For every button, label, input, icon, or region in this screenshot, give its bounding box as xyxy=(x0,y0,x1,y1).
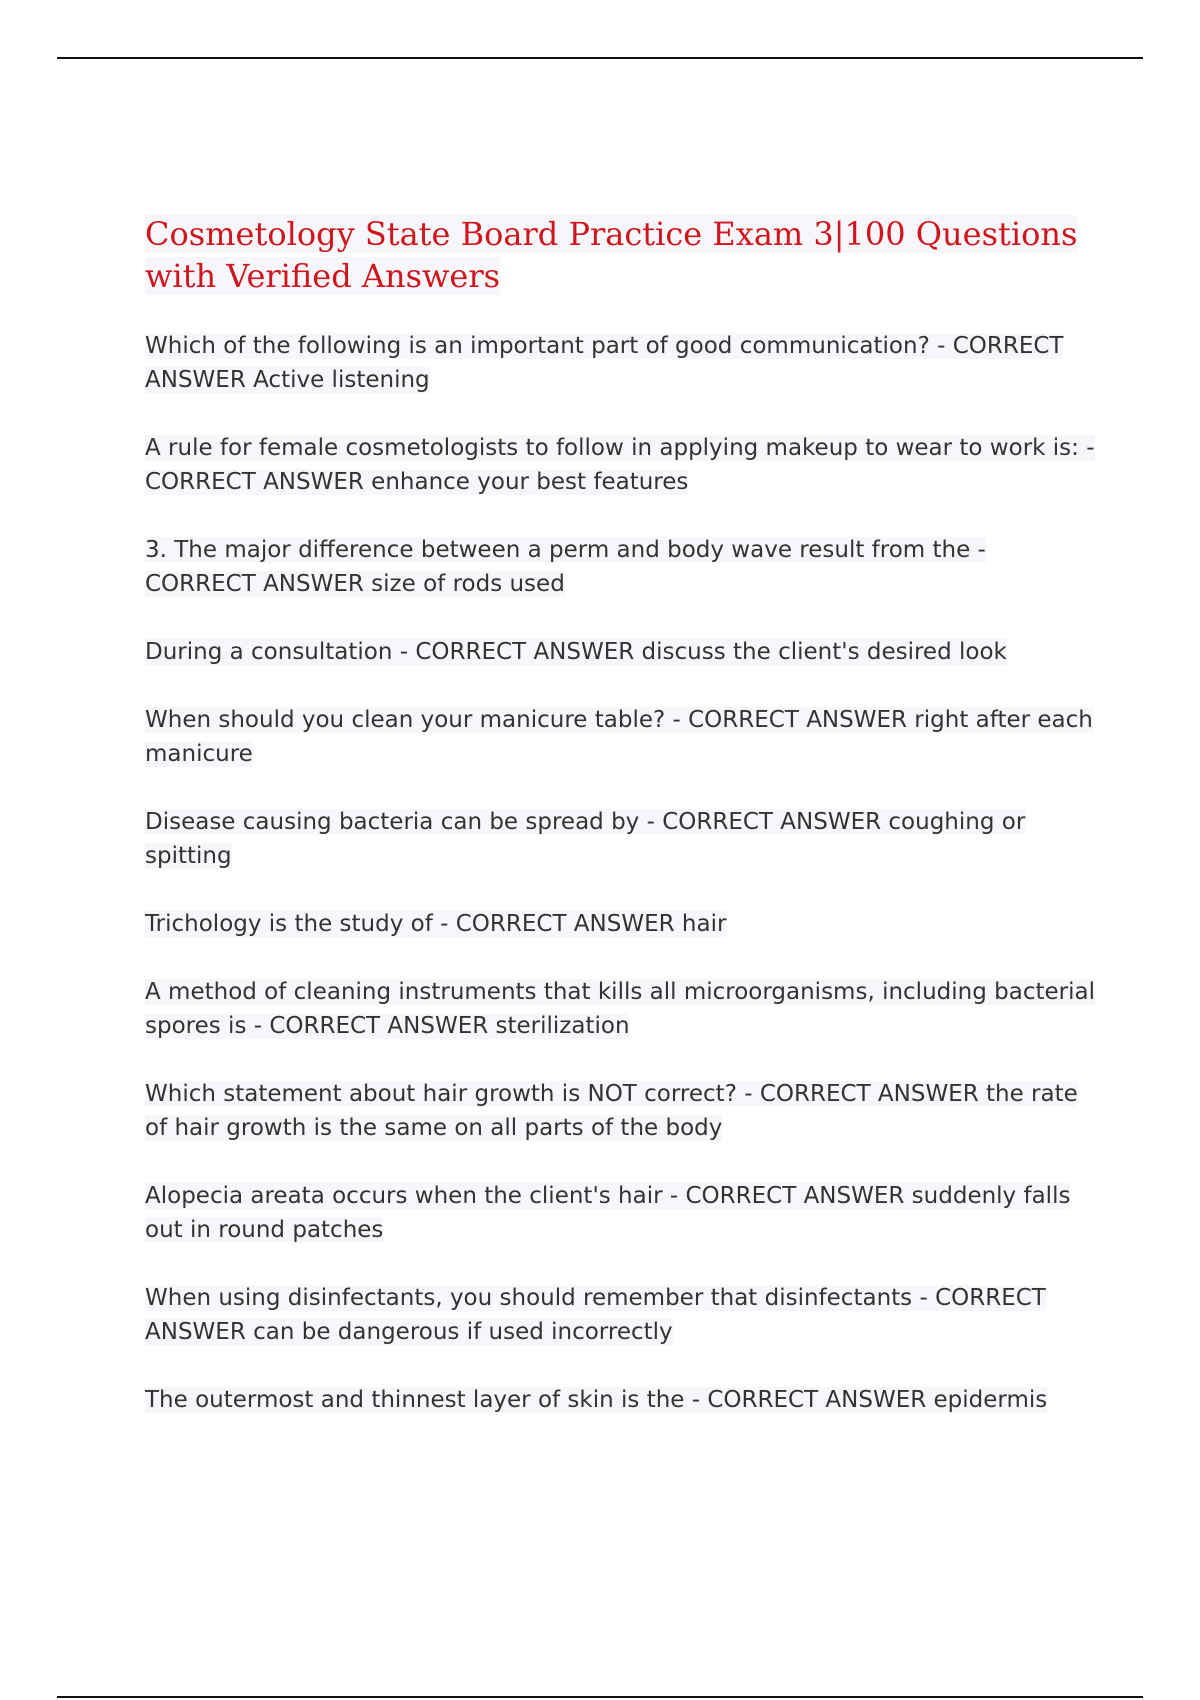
qa-item: The outermost and thinnest layer of skin is the - CORRECT ANSWER epidermis xyxy=(145,1387,1048,1413)
qa-item: When should you clean your manicure table? - CORRECT ANSWER right after each manicure xyxy=(145,707,1093,767)
bottom-rule xyxy=(57,1696,1143,1698)
qa-item: A method of cleaning instruments that kills all microorganisms, including bacterial spores is - CORRECT ANSWER sterilization xyxy=(145,979,1095,1039)
document-title xyxy=(145,213,1095,297)
qa-item: Which statement about hair growth is NOT correct? - CORRECT ANSWER the rate of hair growth is the same on all parts of the body xyxy=(145,1081,1078,1141)
top-rule xyxy=(57,57,1143,59)
qa-item: When using disinfectants, you should remember that disinfectants - CORRECT ANSWER can be dangerous if used incorrectly xyxy=(145,1285,1046,1345)
qa-item: Disease causing bacteria can be spread by - CORRECT ANSWER coughing or spitting xyxy=(145,809,1026,869)
qa-item: Trichology is the study of - CORRECT ANSWER hair xyxy=(145,911,727,937)
document-body xyxy=(145,213,1095,1451)
qa-item: During a consultation - CORRECT ANSWER discuss the client's desired look xyxy=(145,639,1007,665)
qa-list xyxy=(145,329,1095,1417)
document-title-text: Cosmetology State Board Practice Exam 3|100 Questions with Verified Answers xyxy=(145,215,1078,295)
qa-item: Which of the following is an important part of good communication? - CORRECT ANSWER Active listening xyxy=(145,333,1064,393)
qa-item: 3. The major difference between a perm and body wave result from the - CORRECT ANSWER size of rods used xyxy=(145,537,986,597)
qa-item: Alopecia areata occurs when the client's hair - CORRECT ANSWER suddenly falls out in round patches xyxy=(145,1183,1071,1243)
qa-item: A rule for female cosmetologists to follow in applying makeup to wear to work is: - CORRECT ANSWER enhance your best features xyxy=(145,435,1095,495)
